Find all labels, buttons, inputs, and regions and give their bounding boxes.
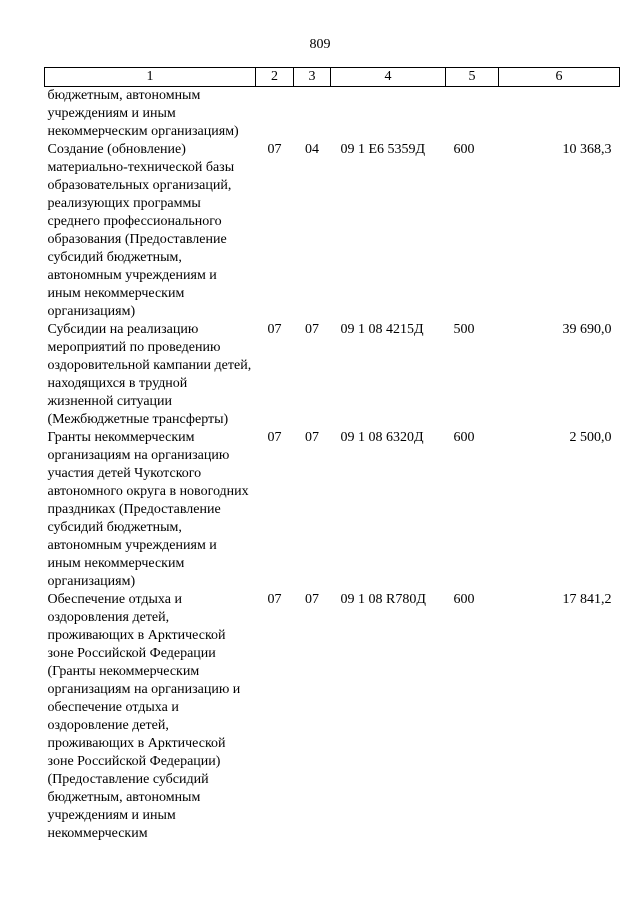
row-amount: 2 500,0 [569, 430, 612, 445]
table-row [45, 87, 620, 142]
table-row [45, 591, 620, 843]
row-target-code: 09 1 08 4215Д [340, 322, 424, 337]
row-name: бюджетным, автономным учреждениям и иным некоммерческим организациям) [47, 88, 239, 139]
row-target-code: 09 1 08 R780Д [340, 592, 426, 607]
row-section [256, 87, 294, 142]
header-col-section: 2 [256, 68, 294, 87]
row-subsection: 04 [305, 142, 319, 157]
row-expense-type: 600 [453, 592, 475, 607]
header-col-expense-type: 5 [446, 68, 499, 87]
header-col-target-code: 4 [331, 68, 446, 87]
header-col-subsection: 3 [294, 68, 331, 87]
row-section: 07 [267, 430, 282, 445]
row-amount: 10 368,3 [562, 142, 612, 157]
row-amount: 17 841,2 [562, 592, 612, 607]
table-header [45, 68, 620, 87]
row-expense-type: 600 [453, 142, 475, 157]
row-name: Субсидии на реализацию мероприятий по проведению оздоровительной кампании детей, находящихся в трудной жизненной ситуации (Межбюджетные трансферты) [47, 322, 252, 427]
row-subsection: 07 [305, 322, 319, 337]
table-body [45, 87, 620, 844]
row-target-code: 09 1 Е6 5359Д [340, 142, 426, 157]
row-expense-type [446, 87, 499, 142]
row-section: 07 [267, 592, 282, 607]
budget-table [44, 67, 620, 843]
table-row [45, 141, 620, 321]
table-row [45, 429, 620, 591]
row-name: Обеспечение отдыха и оздоровления детей, проживающих в Арктической зоне Российской Федерации (Гранты некоммерческим организациям на организацию и обеспечение отдыха и оздоровление детей, проживающих в Арктической зоне Российской Федерации) (Предоставление субсидий бюджетным, автономным учреждениям и иным некоммерческим [47, 592, 241, 841]
header-col-name: 1 [45, 68, 256, 87]
row-section: 07 [267, 322, 282, 337]
row-name: Создание (обновление) материально-технической базы образовательных организаций, реализующих программы среднего профессионального образования (Предоставление субсидий бюджетным, автономным учреждениям и иным некоммерческим организациям) [47, 142, 235, 319]
row-expense-type: 600 [453, 430, 475, 445]
page-number: 809 [309, 37, 331, 52]
row-amount: 39 690,0 [562, 322, 612, 337]
table-row [45, 321, 620, 429]
row-subsection: 07 [305, 430, 319, 445]
row-subsection [294, 87, 331, 142]
header-row [45, 68, 620, 87]
row-section: 07 [267, 142, 282, 157]
row-subsection: 07 [305, 592, 319, 607]
row-target-code [331, 87, 446, 142]
row-expense-type: 500 [453, 322, 475, 337]
header-col-amount: 6 [499, 68, 620, 87]
row-amount [499, 87, 620, 142]
row-name: Гранты некоммерческим организациям на организацию участия детей Чукотского автономного округа в новогодних праздниках (Предоставление субсидий бюджетным, автономным учреждениям и иным некоммерческим организациям) [47, 430, 249, 589]
row-target-code: 09 1 08 6320Д [340, 430, 424, 445]
